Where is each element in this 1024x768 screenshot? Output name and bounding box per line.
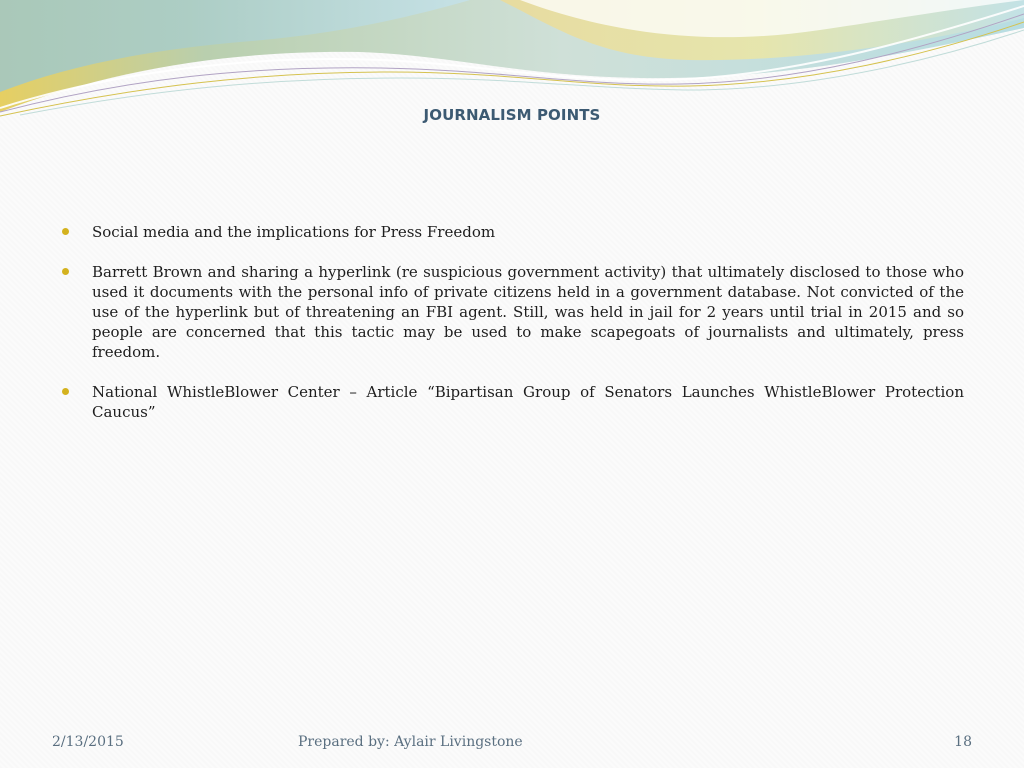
footer-date: 2/13/2015 [52,734,124,750]
bullet-dot-icon [62,388,69,395]
bullet-item [60,222,964,242]
bullet-text: Barrett Brown and sharing a hyperlink (re suspicious government activity) that ultimately disclosed to those who used it documents with the personal info of private citizens held in a government database. Not convicted of the use of the hyperlink but of threatening an FBI agent. Still, was held in jail for 2 years until trial in 2015 and so people are concerned that this tactic may be used to make scapegoats of journalists and ultimately, press freedom. [92,263,964,361]
bullet-dot-icon [62,268,69,275]
bullet-text: National WhistleBlower Center – Article “Bipartisan Group of Senators Launches WhistleBlower Protection Caucus” [92,383,964,421]
bullet-text: Social media and the implications for Press Freedom [92,223,496,241]
slide-title: JOURNALISM POINTS [423,106,601,124]
footer-author: Prepared by: Aylair Livingstone [298,734,523,750]
bullet-item [60,262,964,362]
bullet-dot-icon [62,228,69,235]
bullet-list [60,222,964,442]
slide-number: 18 [954,734,972,750]
bullet-item [60,382,964,422]
